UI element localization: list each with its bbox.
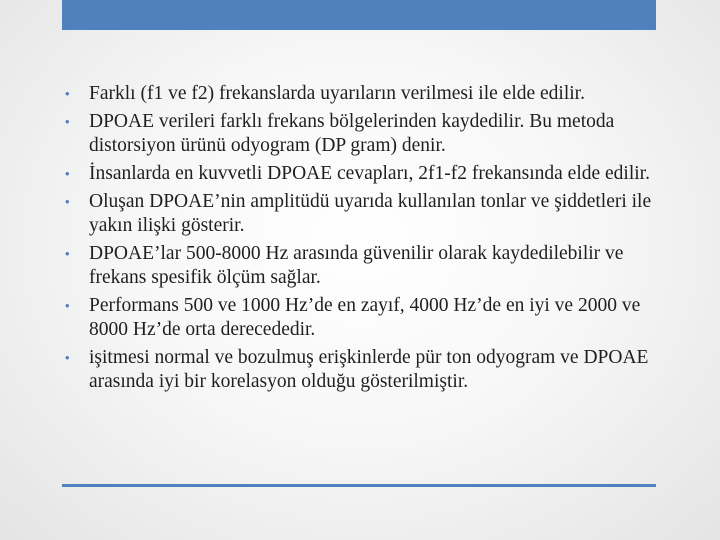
bullet-item (62, 162, 662, 186)
bullet-icon: • (65, 246, 70, 261)
bullet-icon: • (65, 298, 70, 313)
bullet-item (62, 110, 662, 158)
bullet-item (62, 82, 662, 106)
bullet-item (62, 242, 662, 290)
bullet-icon: • (65, 194, 70, 209)
bottom-accent-rule (62, 484, 656, 487)
top-accent-band (62, 0, 656, 30)
bullet-text: Farklı (f1 ve f2) frekanslarda uyarıların verilmesi ile elde edilir. (89, 83, 585, 104)
bullet-list (62, 82, 662, 398)
bullet-text: Oluşan DPOAE’nin amplitüdü uyarıda kullanılan tonlar ve şiddetleri ile yakın ilişki gösterir. (89, 191, 652, 236)
bullet-icon: • (65, 350, 70, 365)
bullet-text: Performans 500 ve 1000 Hz’de en zayıf, 4000 Hz’de en iyi ve 2000 ve 8000 Hz’de orta derecededir. (89, 295, 641, 340)
bullet-item (62, 346, 662, 394)
bullet-item (62, 294, 662, 342)
bullet-icon: • (65, 86, 70, 101)
bullet-icon: • (65, 166, 70, 181)
bullet-icon: • (65, 114, 70, 129)
bullet-text: DPOAE’lar 500-8000 Hz arasında güvenilir olarak kaydedilebilir ve frekans spesifik ölçüm sağlar. (89, 243, 624, 288)
bullet-text: DPOAE verileri farklı frekans bölgelerinden kaydedilir. Bu metoda distorsiyon ürünü odyogram (DP gram) denir. (89, 111, 615, 156)
bullet-text: işitmesi normal ve bozulmuş erişkinlerde pür ton odyogram ve DPOAE arasında iyi bir korelasyon olduğu gösterilmiştir. (89, 347, 649, 392)
bullet-text: İnsanlarda en kuvvetli DPOAE cevapları, 2f1-f2 frekansında elde edilir. (89, 163, 650, 184)
bullet-item (62, 190, 662, 238)
